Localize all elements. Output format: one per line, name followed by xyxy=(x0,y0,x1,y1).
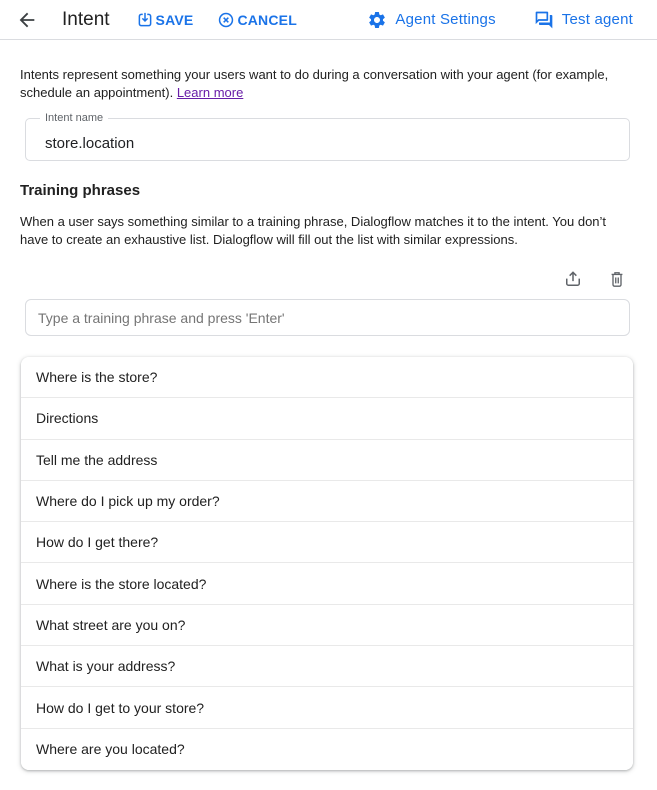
upload-button[interactable] xyxy=(563,269,583,289)
save-button-label: SAVE xyxy=(155,11,194,28)
training-phrase-row[interactable] xyxy=(21,605,633,646)
training-phrase-list xyxy=(21,357,633,770)
agent-settings-button[interactable] xyxy=(367,10,495,30)
cancel-button[interactable] xyxy=(217,11,297,29)
intent-description-text: Intents represent something your users want to do during a conversation with your agent (for example, schedule an appointment). xyxy=(20,67,609,100)
training-phrase-text: What is your address? xyxy=(36,658,176,675)
upload-icon xyxy=(563,269,583,289)
training-phrase-text: Where is the store located? xyxy=(36,575,207,592)
training-phrase-input-wrap xyxy=(25,299,630,336)
cancel-icon xyxy=(217,11,235,29)
test-agent-button[interactable] xyxy=(534,10,633,30)
training-phrase-row[interactable] xyxy=(21,357,633,398)
test-agent-label: Test agent xyxy=(561,11,633,28)
intent-name-field xyxy=(25,112,630,161)
training-phrase-text: What street are you on? xyxy=(36,616,186,633)
save-icon xyxy=(136,11,154,29)
gear-icon xyxy=(367,10,387,30)
intent-editor xyxy=(0,66,657,770)
training-phrase-input[interactable] xyxy=(26,310,629,326)
save-button[interactable] xyxy=(136,11,194,29)
training-phrases-heading: Training phrases xyxy=(20,182,141,199)
training-phrase-row[interactable] xyxy=(21,440,633,481)
learn-more-link[interactable]: Learn more xyxy=(176,85,244,100)
training-phrase-text: How do I get there? xyxy=(36,534,159,551)
agent-settings-label: Agent Settings xyxy=(395,11,496,28)
trash-icon xyxy=(607,269,627,289)
training-phrase-text: Where are you located? xyxy=(36,741,185,758)
training-phrase-row[interactable] xyxy=(21,522,633,563)
training-phrase-text: Directions xyxy=(36,410,99,427)
page-title: Intent xyxy=(62,8,110,30)
training-phrases-toolbar xyxy=(20,269,627,289)
cancel-button-label: CANCEL xyxy=(237,11,297,28)
chat-forum-icon xyxy=(534,10,554,30)
training-phrase-row[interactable] xyxy=(21,646,633,687)
training-phrase-text: Where do I pick up my order? xyxy=(36,493,220,510)
arrow-back-icon xyxy=(16,9,38,31)
delete-button[interactable] xyxy=(607,269,627,289)
training-phrase-text: Where is the store? xyxy=(36,369,158,386)
intent-description xyxy=(20,66,630,102)
training-phrase-row[interactable] xyxy=(21,481,633,522)
intent-name-input[interactable] xyxy=(26,119,629,160)
intent-name-label: Intent name xyxy=(40,112,108,125)
training-phrase-row[interactable] xyxy=(21,729,633,770)
training-phrases-description: When a user says something similar to a training phrase, Dialogflow matches it to the intent. You don’t have to create an exhaustive list. Dialogflow will fill out the list with similar expressions. xyxy=(20,214,607,247)
training-phrase-row[interactable] xyxy=(21,563,633,604)
training-phrase-row[interactable] xyxy=(21,687,633,728)
training-phrase-text: How do I get to your store? xyxy=(36,699,205,716)
back-button[interactable] xyxy=(12,5,42,35)
training-phrase-text: Tell me the address xyxy=(36,451,158,468)
training-phrase-row[interactable] xyxy=(21,398,633,439)
top-bar xyxy=(0,0,657,40)
